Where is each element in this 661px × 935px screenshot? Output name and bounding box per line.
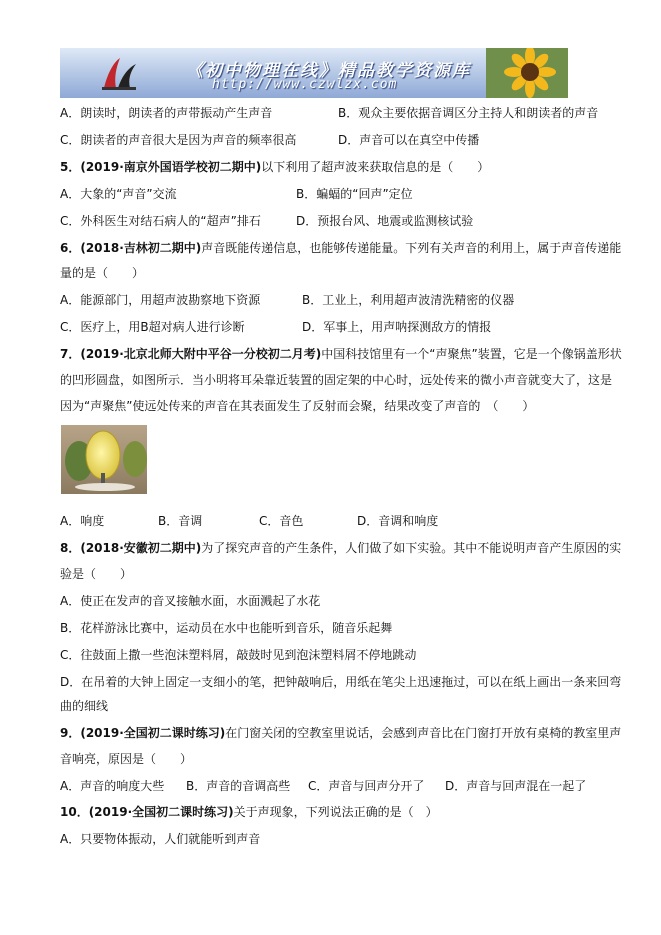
q4-option-a[interactable]: A．朗读时，朗读者的声带振动产生声音: [60, 106, 273, 120]
q4-option-d[interactable]: D．声音可以在真空中传播: [338, 133, 480, 147]
q6-option-d[interactable]: D．军事上，用声呐探测敌方的情报: [302, 320, 492, 334]
q7-stem-line3: 因为“声聚焦”使远处传来的声音在其表面发生了反射而会聚，结果改变了声音的 （ ）: [60, 399, 535, 413]
q9-option-d[interactable]: D．声音与回声混在一起了: [445, 779, 587, 793]
header-banner: [60, 48, 568, 98]
q7-option-c[interactable]: C．音色: [259, 514, 304, 528]
sunflower-icon: [486, 48, 568, 98]
q8-stem: 为了探究声音的产生条件，人们做了如下实验。其中不能说明声音产生原因的实: [201, 541, 622, 555]
q7-option-b[interactable]: B．音调: [158, 514, 203, 528]
q6-source: 6．(2018·吉林初二期中): [60, 241, 202, 255]
q7-stem-line2: 的凹形圆盘，如图所示．当小明将耳朵靠近装置的固定架的中心时，远处传来的微小声音就变大了，这是: [60, 373, 613, 387]
q6-stem: 声音既能传递信息，也能够传递能量。下列有关声音的利用上，属于声音传递能: [201, 241, 622, 255]
q9-stem: 在门窗关闭的空教室里说话，会感到声音比在门窗打开放有桌椅的教室里声: [225, 726, 622, 740]
q6-stem-cont: 量的是（ ）: [60, 266, 145, 280]
q5-option-a[interactable]: A．大象的“声音”交流: [60, 187, 177, 201]
q7-source: 7．(2019·北京北师大附中平谷一分校初二月考): [60, 347, 322, 361]
q7-stem: 中国科技馆里有一个“声聚焦”装置，它是一个像锅盖形状: [321, 347, 622, 361]
q10-option-a[interactable]: A．只要物体振动，人们就能听到声音: [60, 832, 261, 846]
q6-option-a[interactable]: A．能源部门，用超声波勘察地下资源: [60, 293, 261, 307]
banner-title: 《初中物理在线》精品教学资源库: [186, 61, 471, 81]
q4-option-b[interactable]: B．观众主要依据音调区分主持人和朗读者的声音: [338, 106, 599, 120]
q9-option-c[interactable]: C．声音与回声分开了: [308, 779, 425, 793]
q8-stem-cont: 验是（ ）: [60, 567, 133, 581]
q8-option-c[interactable]: C．往鼓面上撒一些泡沫塑料屑，敲鼓时见到泡沫塑料屑不停地跳动: [60, 648, 417, 662]
q5-option-b[interactable]: B．蝙蝠的“回声”定位: [296, 187, 413, 201]
question-6: [60, 240, 621, 256]
q7-option-d[interactable]: D．音调和响度: [357, 514, 439, 528]
question-7: [60, 346, 622, 362]
q5-stem: 以下利用了超声波来获取信息的是（ ）: [261, 160, 490, 174]
q8-option-d-cont: 曲的细线: [60, 699, 109, 713]
q9-source: 9．(2019·全国初二课时练习): [60, 726, 226, 740]
q5-source: 5．(2019·南京外国语学校初二期中): [60, 160, 262, 174]
q8-option-a[interactable]: A．使正在发声的音叉接触水面，水面溅起了水花: [60, 594, 321, 608]
q9-stem-cont: 音响亮，原因是（ ）: [60, 752, 193, 766]
q4-option-c[interactable]: C．朗读者的声音很大是因为声音的频率很高: [60, 133, 297, 147]
banner-url[interactable]: http://www.czwlzx.com: [212, 77, 398, 92]
q9-option-a[interactable]: A．声音的响度大些: [60, 779, 165, 793]
q8-option-d[interactable]: D．在吊着的大钟上固定一支细小的笔，把钟敲响后，用纸在笔尖上迅速拖过，可以在纸上画出一条来回弯: [60, 675, 622, 689]
q6-option-c[interactable]: C．医疗上，用B超对病人进行诊断: [60, 320, 245, 334]
q8-option-b[interactable]: B．花样游泳比赛中，运动员在水中也能听到音乐，随音乐起舞: [60, 621, 393, 635]
question-9: [60, 725, 621, 741]
sound-focus-device-photo: [61, 425, 147, 494]
q6-option-b[interactable]: B．工业上，利用超声波清洗精密的仪器: [302, 293, 515, 307]
q5-option-c[interactable]: C．外科医生对结石病人的“超声”排石: [60, 214, 261, 228]
q8-source: 8．(2018·安徽初二期中): [60, 541, 202, 555]
question-10: [60, 804, 438, 820]
q5-option-d[interactable]: D．预报台风、地震或监测核试验: [296, 214, 474, 228]
q9-option-b[interactable]: B．声音的音调高些: [186, 779, 291, 793]
site-logo-icon: [98, 54, 140, 94]
q10-stem: 关于声现象，下列说法正确的是（ ）: [233, 805, 438, 819]
q7-option-a[interactable]: A．响度: [60, 514, 105, 528]
question-5: [60, 159, 489, 175]
q10-source: 10．(2019·全国初二课时练习): [60, 805, 234, 819]
question-8: [60, 540, 621, 556]
